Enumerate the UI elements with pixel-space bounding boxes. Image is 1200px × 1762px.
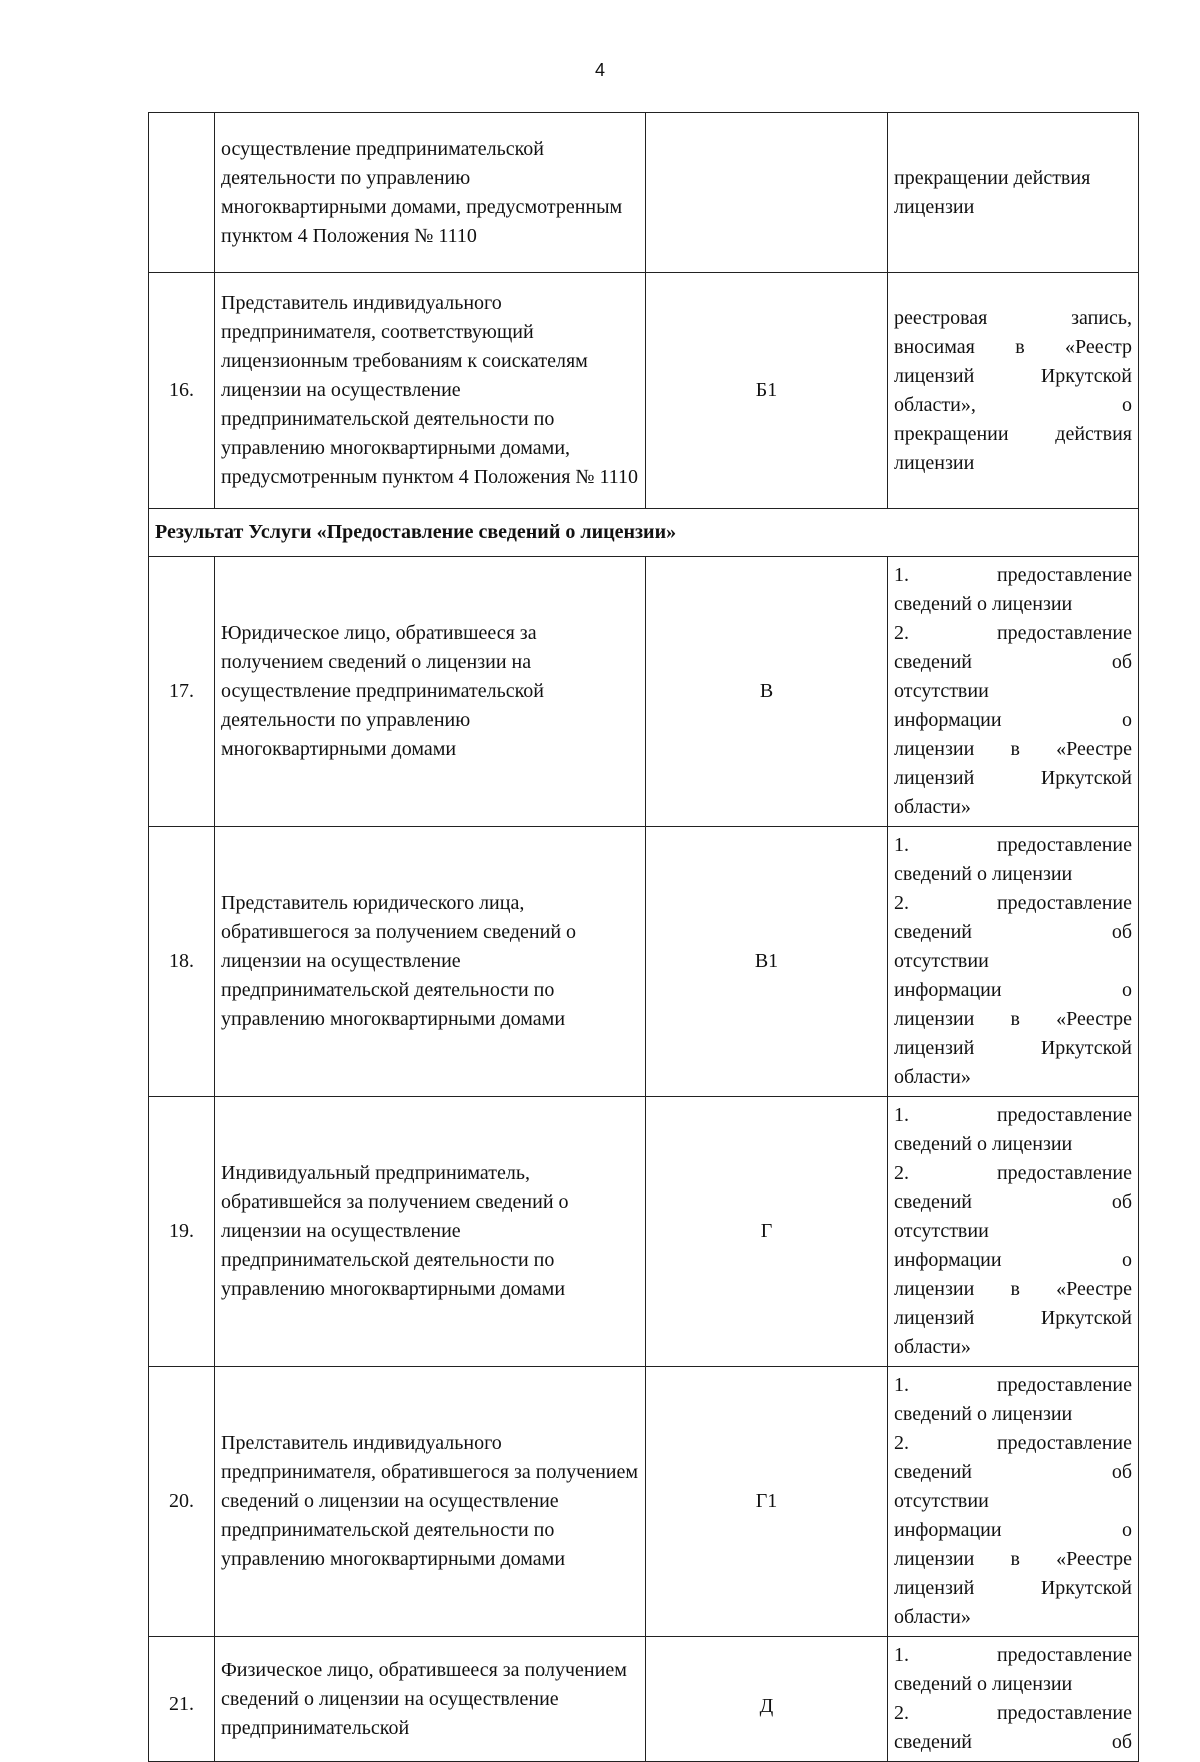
table-row-continuation	[149, 113, 1139, 273]
row-description: Юридическое лицо, обратившееся за получением сведений о лицензии на осуществление предпринимательской деятельности по управлению многоквартирными домами	[215, 557, 646, 827]
row-description: Представитель индивидуального предпринимателя, соответствующий лицензионным требованиям к соискателям лицензии на осуществление предпринимательской деятельности по управлению многоквартирными домами, предусмотренным пунктом 4 Положения № 1110	[215, 273, 646, 509]
row-result	[888, 827, 1139, 1097]
row-code: Г	[646, 1097, 888, 1367]
result-line: 2. предоставление	[894, 1432, 1132, 1454]
result-line: лицензий Иркутской	[894, 364, 1132, 387]
result-line: отсутствии	[894, 1220, 989, 1242]
table-row-17	[149, 557, 1139, 827]
result-line: области»	[894, 796, 971, 818]
result-line: лицензий Иркутской	[894, 1037, 1132, 1059]
result-line: лицензии в «Реестре	[894, 738, 1132, 760]
row-number: 21.	[149, 1637, 215, 1762]
result-line: прекращении действия	[894, 166, 1091, 189]
row-number: 16.	[149, 273, 215, 509]
result-line: лицензий Иркутской	[894, 767, 1132, 789]
table-row-21	[149, 1637, 1139, 1762]
row-result	[888, 1097, 1139, 1367]
section-header-row	[149, 509, 1139, 557]
row-result	[888, 557, 1139, 827]
result-line: области»	[894, 1606, 971, 1628]
result-line: лицензий Иркутской	[894, 1577, 1132, 1599]
result-line: сведений об	[894, 1731, 1132, 1753]
row-code: В1	[646, 827, 888, 1097]
page-number: 4	[594, 60, 605, 80]
result-line: информации о	[894, 709, 1132, 731]
result-line: 1. предоставление	[894, 564, 1132, 586]
row-number: 20.	[149, 1367, 215, 1637]
table-row-18	[149, 827, 1139, 1097]
row-description: осуществление предпринимательской деятельности по управлению многоквартирными домами, предусмотренным пунктом 4 Положения № 1110	[215, 113, 646, 273]
result-line: лицензии в «Реестре	[894, 1548, 1132, 1570]
section-title: Результат Услуги «Предоставление сведений о лицензии»	[149, 509, 1139, 557]
result-line: лицензий Иркутской	[894, 1307, 1132, 1329]
result-line: информации о	[894, 1249, 1132, 1271]
result-line: сведений о лицензии	[894, 593, 1073, 615]
row-number-cell	[149, 113, 215, 273]
result-line: 1. предоставление	[894, 1104, 1132, 1126]
result-line: информации о	[894, 979, 1132, 1001]
row-description: Физическое лицо, обратившееся за получением сведений о лицензии на осуществление предпринимательской	[215, 1637, 646, 1762]
row-code: Г1	[646, 1367, 888, 1637]
result-line: 1. предоставление	[894, 834, 1132, 856]
table-row-19	[149, 1097, 1139, 1367]
result-line: сведений об	[894, 651, 1132, 673]
result-line: 2. предоставление	[894, 1702, 1132, 1724]
result-line: 1. предоставление	[894, 1374, 1132, 1396]
row-description: Индивидуальный предприниматель, обратившейся за получением сведений о лицензии на осуществление предпринимательской деятельности по управлению многоквартирными домами	[215, 1097, 646, 1367]
result-line: прекращении действия	[894, 422, 1132, 445]
row-number: 17.	[149, 557, 215, 827]
table-row-16	[149, 273, 1139, 509]
result-line: реестровая запись,	[894, 306, 1132, 329]
row-code: Б1	[646, 273, 888, 509]
result-line: 2. предоставление	[894, 1162, 1132, 1184]
row-code: Д	[646, 1637, 888, 1762]
result-line: сведений об	[894, 921, 1132, 943]
result-line: области»	[894, 1066, 971, 1088]
result-line: 1. предоставление	[894, 1644, 1132, 1666]
result-line: сведений о лицензии	[894, 1403, 1073, 1425]
row-description: Представитель юридического лица, обратившегося за получением сведений о лицензии на осуществление предпринимательской деятельности по управлению многоквартирными домами	[215, 827, 646, 1097]
row-result	[888, 1367, 1139, 1637]
result-line: информации о	[894, 1519, 1132, 1541]
result-line: лицензии в «Реестре	[894, 1278, 1132, 1300]
result-line: отсутствии	[894, 950, 989, 972]
result-line: сведений об	[894, 1191, 1132, 1213]
row-code-cell	[646, 113, 888, 273]
row-description: Прелставитель индивидуального предпринимателя, обратившегося за получением сведений о лицензии на осуществление предпринимательской деятельности по управлению многоквартирными домами	[215, 1367, 646, 1637]
result-line: отсутствии	[894, 680, 989, 702]
result-line: 2. предоставление	[894, 622, 1132, 644]
row-number: 18.	[149, 827, 215, 1097]
row-number: 19.	[149, 1097, 215, 1367]
row-result	[888, 273, 1139, 509]
table-row-20	[149, 1367, 1139, 1637]
result-line: лицензии в «Реестре	[894, 1008, 1132, 1030]
result-line: лицензии	[894, 195, 975, 218]
result-line: сведений о лицензии	[894, 1133, 1073, 1155]
row-result	[888, 1637, 1139, 1762]
services-results-table	[148, 112, 1139, 1762]
row-result	[888, 113, 1139, 273]
row-code: В	[646, 557, 888, 827]
result-line: отсутствии	[894, 1490, 989, 1512]
result-line: лицензии	[894, 451, 975, 474]
result-line: вносимая в «Реестр	[894, 335, 1132, 358]
result-line: области»	[894, 1336, 971, 1358]
result-line: 2. предоставление	[894, 892, 1132, 914]
result-line: области», о	[894, 393, 1132, 416]
result-line: сведений о лицензии	[894, 1673, 1073, 1695]
result-line: сведений об	[894, 1461, 1132, 1483]
result-line: сведений о лицензии	[894, 863, 1073, 885]
